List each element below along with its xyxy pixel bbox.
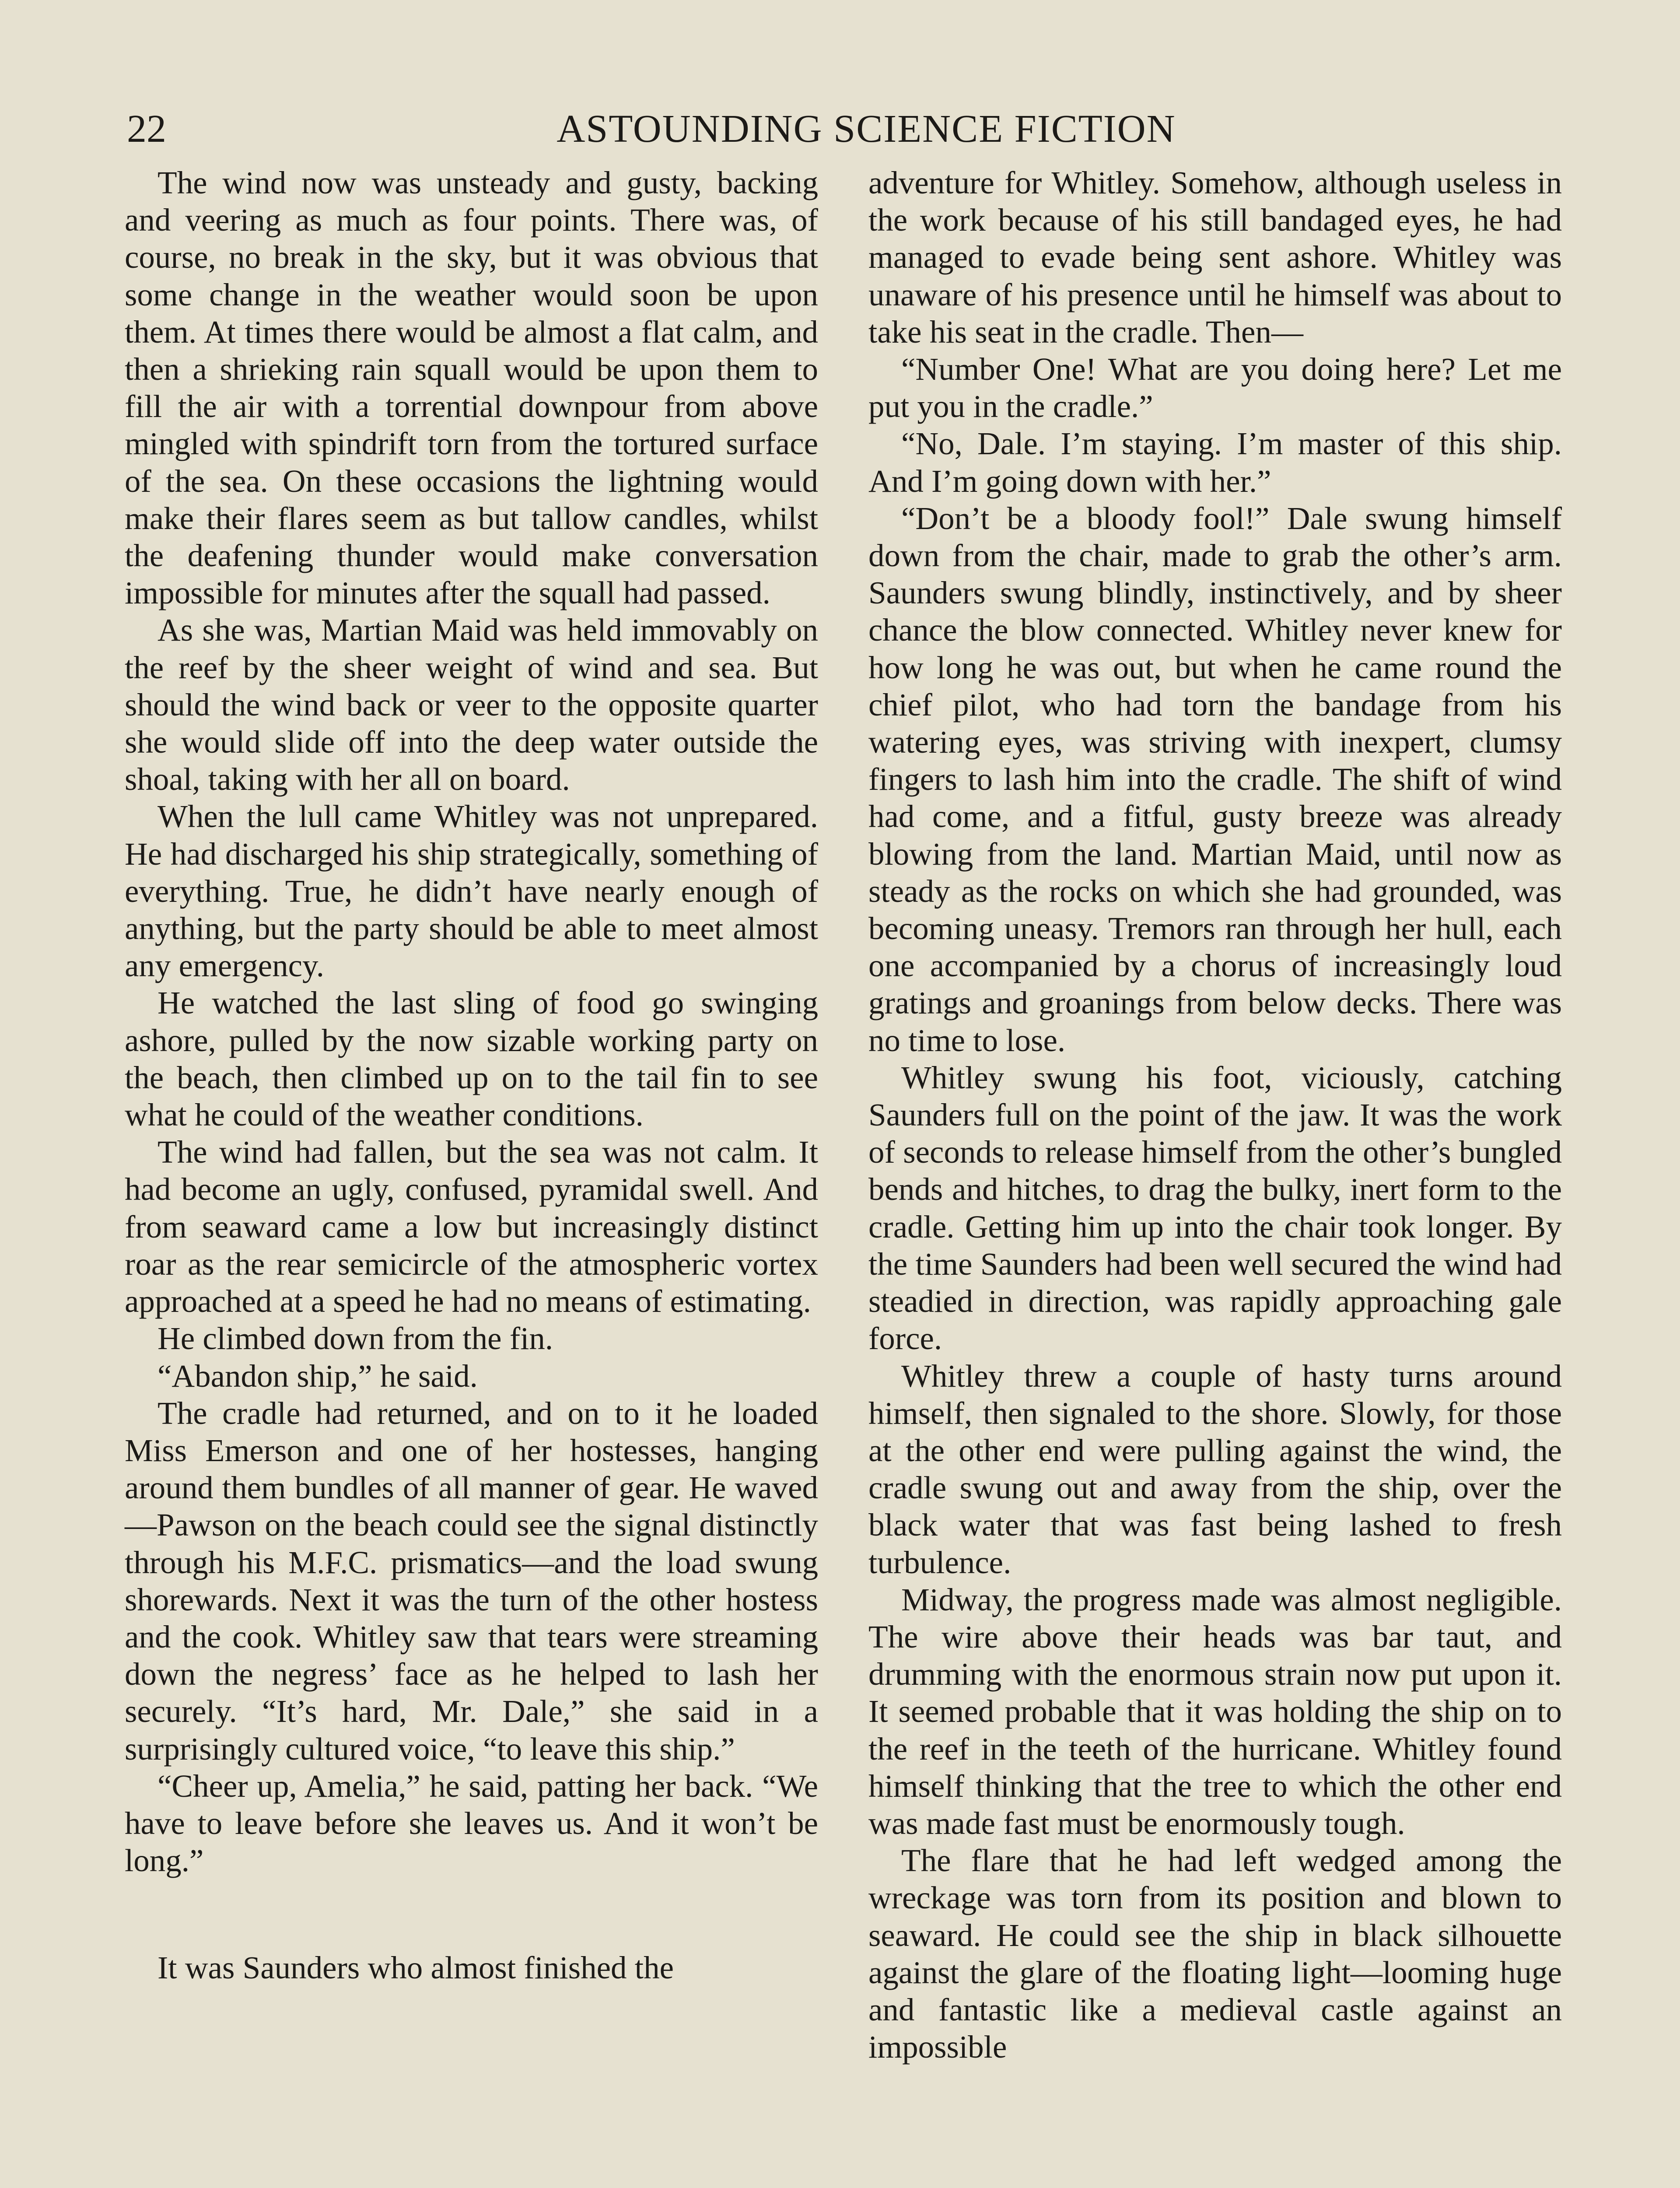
paragraph: The cradle had returned, and on to it he loaded Miss Emerson and one of her hostesses, hanging around them bundles of all manner of gear. He waved—Pawson on the beach could see the signal distinctly through his M.F.C. prismatics—and the load swung shorewards. Next it was the turn of the other hostess and the cook. Whitley saw that tears were streaming down the negress’ face as he helped to lash her securely. “It’s hard, Mr. Dale,” she said in a surprisingly cultured voice, “to leave this ship.” — [125, 1395, 818, 1767]
page-number: 22 — [127, 107, 166, 151]
paragraph: Whitley threw a couple of hasty turns around himself, then signaled to the shore. Slowly, for those at the other end were pulling against the wind, the cradle swung out and away from the ship, over the black water that was fast being lashed to fresh turbulence. — [868, 1358, 1562, 1580]
paragraph: Midway, the progress made was almost negligible. The wire above their heads was bar taut, and drumming with the enormous strain now put upon it. It seemed probable that it was holding the ship on to the reef in the teeth of the hurricane. Whitley found himself thinking that the tree to which the other end was made fast must be enormously tough. — [868, 1581, 1562, 1841]
paragraph: The wind had fallen, but the sea was not calm. It had become an ugly, confused, pyramidal swell. And from seaward came a low but increasingly distinct roar as the rear semicircle of the atmospheric vortex approached at a speed he had no means of estimating. — [125, 1134, 818, 1319]
paragraph: adventure for Whitley. Somehow, although useless in the work because of his still bandaged eyes, he had managed to evade being sent ashore. Whitley was unaware of his presence until he himself was about to take his seat in the cradle. Then— — [868, 165, 1562, 350]
paragraph: He climbed down from the fin. — [158, 1321, 553, 1357]
right-column — [868, 164, 1562, 2065]
paragraph: “No, Dale. I’m staying. I’m master of this ship. And I’m going down with her.” — [868, 426, 1562, 499]
paragraph: “Don’t be a bloody fool!” Dale swung himself down from the chair, made to grab the other’s arm. Saunders swung blindly, instinctively, and by sheer chance the blow connected. Whitley never knew for how long he was out, but when he came round the chief pilot, who had torn the bandage from his watering eyes, was striving with inexpert, clumsy fingers to lash him into the cradle. The shift of wind had come, and a fitful, gusty breeze was already blowing from the land. Martian Maid, until now as steady as the rocks on which she had grounded, was becoming uneasy. Tremors ran through her hull, each one accompanied by a chorus of increasingly loud gratings and groanings from below decks. There was no time to lose. — [868, 500, 1562, 1058]
paragraph: The wind now was unsteady and gusty, backing and veering as much as four points. There was, of course, no break in the sky, but it was obvious that some change in the weather would soon be upon them. At times there would be almost a flat calm, and then a shrieking rain squall would be upon them to fill the air with a torrential downpour from above mingled with spindrift torn from the tortured surface of the sea. On these occasions the lightning would make their flares seem as but tallow candles, whilst the deafening thunder would make conversation impossible for minutes after the squall had passed. — [125, 165, 818, 611]
paragraph: When the lull came Whitley was not unprepared. He had discharged his ship strategically, something of everything. True, he didn’t have nearly enough of anything, but the party should be able to meet almost any emergency. — [125, 799, 818, 984]
paragraph: As she was, Martian Maid was held immovably on the reef by the sheer weight of wind and sea. But should the wind back or veer to the opposite quarter she would slide off into the deep water outside the shoal, taking with her all on board. — [125, 612, 818, 797]
paragraph: “Cheer up, Amelia,” he said, patting her back. “We have to leave before she leaves us. And it won’t be long.” — [125, 1768, 818, 1879]
paragraph: “Abandon ship,” he said. — [158, 1358, 478, 1394]
page-header — [127, 90, 1606, 168]
paragraph: He watched the last sling of food go swinging ashore, pulled by the now sizable working party on the beach, then climbed up on to the tail fin to see what he could of the weather conditions. — [125, 985, 818, 1133]
paragraph: The flare that he had left wedged among the wreckage was torn from its position and blown to seaward. He could see the ship in black silhouette against the glare of the floating light—looming huge and fantastic like a medieval castle against an impossible — [868, 1843, 1562, 2065]
left-column — [125, 164, 818, 1987]
running-title: ASTOUNDING SCIENCE FICTION — [556, 107, 1176, 151]
paragraph: It was Saunders who almost finished the — [158, 1950, 674, 1986]
paragraph: Whitley swung his foot, viciously, catching Saunders full on the point of the jaw. It was the work of seconds to release himself from the other’s bungled bends and hitches, to drag the bulky, inert form to the cradle. Getting him up into the chair took longer. By the time Saunders had been well secured the wind had steadied in direction, was rapidly approaching gale force. — [868, 1059, 1562, 1357]
paragraph: “Number One! What are you doing here? Let me put you in the cradle.” — [868, 351, 1562, 424]
